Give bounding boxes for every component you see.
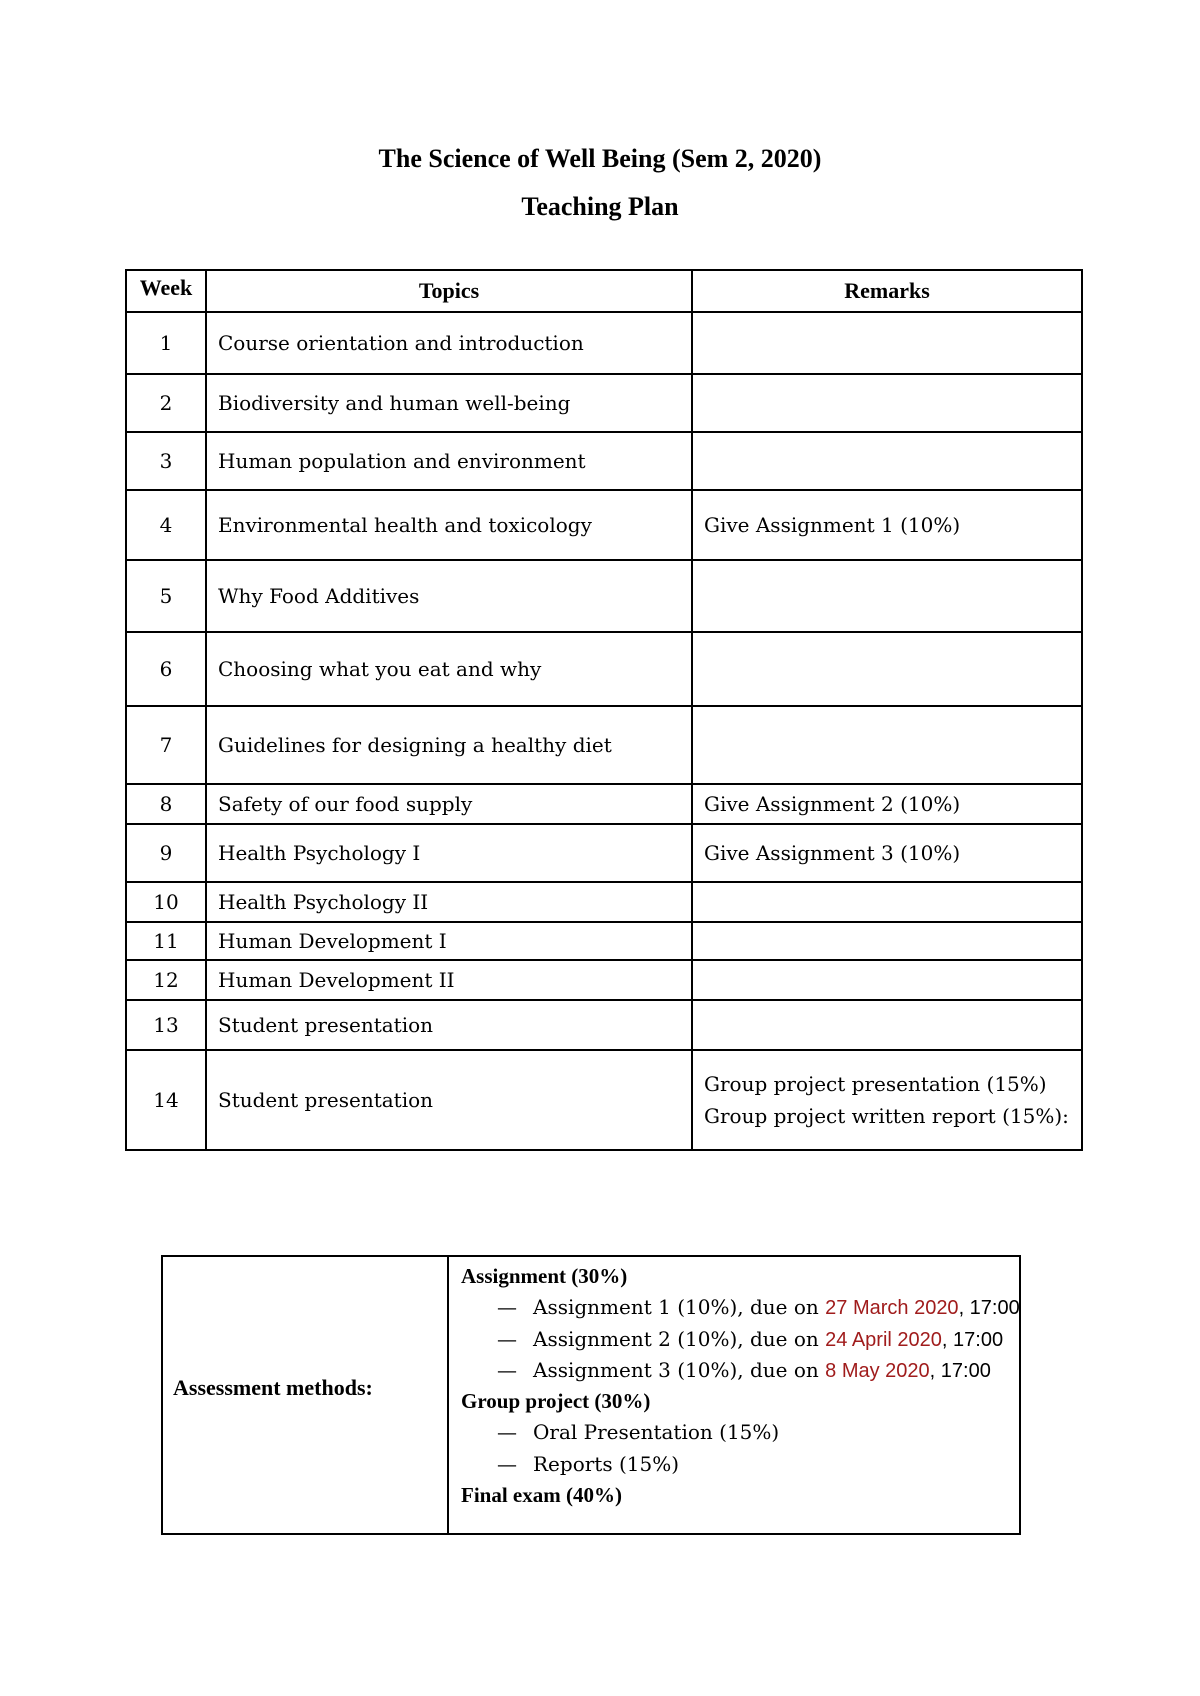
- table-row: [126, 824, 1082, 882]
- assessment-details: [461, 1261, 1020, 1511]
- week-number: 7: [126, 706, 206, 784]
- remarks-cell: [692, 312, 1082, 374]
- dash-bullet: —: [497, 1451, 517, 1476]
- topic-cell: Environmental health and toxicology: [206, 490, 692, 560]
- week-number: 10: [126, 882, 206, 922]
- topic-cell: Why Food Additives: [206, 560, 692, 632]
- group-project-heading: Group project (30%): [461, 1389, 651, 1414]
- remarks-cell: [692, 632, 1082, 706]
- assignment-item: [461, 1355, 1011, 1386]
- remark-text: Give Assignment 3 (10%): [704, 841, 961, 865]
- table-row: [126, 490, 1082, 560]
- topic-cell: Human Development II: [206, 960, 692, 1000]
- table-row: [126, 882, 1082, 922]
- remarks-cell: [692, 784, 1082, 824]
- column-header-remarks: Remarks: [692, 270, 1082, 312]
- table-row: [126, 784, 1082, 824]
- table-header-row: [126, 270, 1082, 312]
- group-project-item: [461, 1449, 1011, 1480]
- topic-cell: Student presentation: [206, 1050, 692, 1150]
- table-row: [126, 374, 1082, 432]
- group-project-text: Oral Presentation (15%): [533, 1420, 780, 1445]
- column-header-topics: Topics: [206, 270, 692, 312]
- page-subtitle: Teaching Plan: [521, 192, 679, 221]
- topic-cell: Health Psychology I: [206, 824, 692, 882]
- table-row: [126, 1000, 1082, 1050]
- topic-cell: Safety of our food supply: [206, 784, 692, 824]
- assignment-due-time: , 17:00: [941, 1328, 1004, 1351]
- assignment-name: Assignment 2 (10%), due on: [533, 1326, 826, 1351]
- group-project-item: [461, 1417, 1011, 1448]
- remarks-cell: [692, 560, 1082, 632]
- teaching-plan-table: [125, 269, 1083, 1151]
- remark-text: Give Assignment 2 (10%): [704, 792, 961, 816]
- remark-text: Give Assignment 1 (10%): [704, 513, 961, 537]
- assignment-heading: Assignment (30%): [461, 1264, 628, 1288]
- remarks-cell: [692, 882, 1082, 922]
- table-row: [126, 922, 1082, 960]
- column-header-week: Week: [126, 270, 206, 312]
- week-number: 4: [126, 490, 206, 560]
- remarks-cell: [692, 490, 1082, 560]
- week-number: 9: [126, 824, 206, 882]
- week-number: 14: [126, 1050, 206, 1150]
- topic-cell: Guidelines for designing a healthy diet: [206, 706, 692, 784]
- assignment-item: [461, 1324, 1011, 1355]
- dash-bullet: —: [497, 1357, 517, 1382]
- table-row: [126, 960, 1082, 1000]
- table-row: [126, 560, 1082, 632]
- table-row: [126, 312, 1082, 374]
- week-number: 5: [126, 560, 206, 632]
- table-row: [126, 632, 1082, 706]
- assignment-due-date: 27 March 2020: [825, 1297, 959, 1320]
- topic-cell: Biodiversity and human well-being: [206, 374, 692, 432]
- week-number: 12: [126, 960, 206, 1000]
- assignment-name: Assignment 3 (10%), due on: [533, 1357, 826, 1382]
- assignment-name: Assignment 1 (10%), due on: [533, 1295, 826, 1320]
- dash-bullet: —: [497, 1326, 517, 1351]
- assignment-due-time: , 17:00: [929, 1359, 991, 1382]
- remarks-cell: [692, 824, 1082, 882]
- week-number: 1: [126, 312, 206, 374]
- assessment-label-cell: [163, 1257, 449, 1533]
- final-exam-heading: Final exam (40%): [461, 1483, 622, 1508]
- assessment-label: Assessment methods:: [173, 1375, 373, 1400]
- topic-cell: Course orientation and introduction: [206, 312, 692, 374]
- remarks-cell: [692, 706, 1082, 784]
- week-number: 6: [126, 632, 206, 706]
- table-row: [126, 706, 1082, 784]
- remarks-cell: [692, 432, 1082, 490]
- week-number: 2: [126, 374, 206, 432]
- assignment-due-date: 8 May 2020: [825, 1359, 930, 1382]
- topic-cell: Health Psychology II: [206, 882, 692, 922]
- table-row: [126, 1050, 1082, 1150]
- remarks-cell: [692, 374, 1082, 432]
- remarks-cell: [692, 1050, 1082, 1150]
- assignment-item: [461, 1292, 1020, 1323]
- week-number: 8: [126, 784, 206, 824]
- assignment-due-date: 24 April 2020: [825, 1328, 942, 1351]
- page-title: The Science of Well Being (Sem 2, 2020): [378, 144, 822, 173]
- topic-cell: Human population and environment: [206, 432, 692, 490]
- remark-text: Group project presentation (15%): [704, 1072, 1047, 1096]
- dash-bullet: —: [497, 1420, 517, 1445]
- remark-text: Group project written report (15%):: [704, 1104, 1069, 1128]
- table-row: [126, 432, 1082, 490]
- remarks-cell: [692, 922, 1082, 960]
- topic-cell: Choosing what you eat and why: [206, 632, 692, 706]
- topic-cell: Student presentation: [206, 1000, 692, 1050]
- week-number: 11: [126, 922, 206, 960]
- week-number: 3: [126, 432, 206, 490]
- dash-bullet: —: [497, 1295, 517, 1320]
- group-project-text: Reports (15%): [533, 1451, 680, 1476]
- assignment-due-time: , 17:00: [958, 1297, 1020, 1320]
- assessment-box: [161, 1255, 1021, 1535]
- week-number: 13: [126, 1000, 206, 1050]
- remarks-cell: [692, 960, 1082, 1000]
- topic-cell: Human Development I: [206, 922, 692, 960]
- remarks-cell: [692, 1000, 1082, 1050]
